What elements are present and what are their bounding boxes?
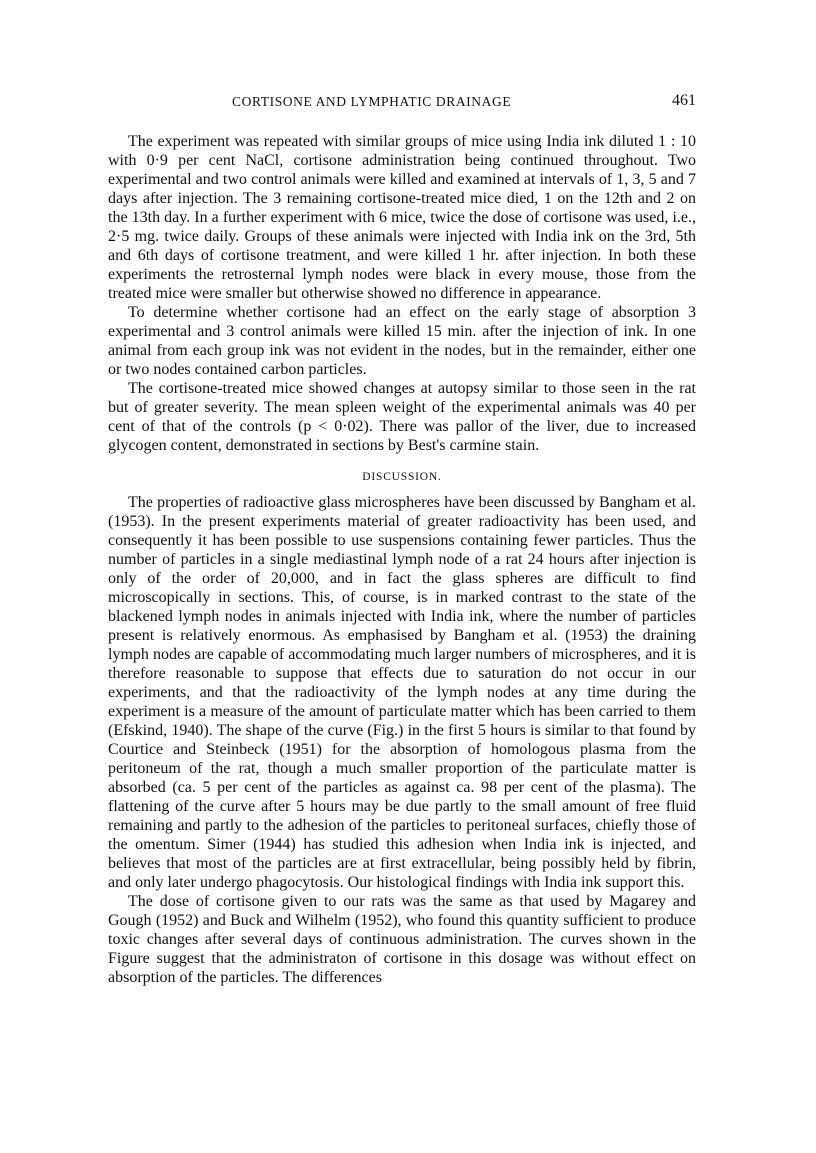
paragraph-india-ink-experiment: The experiment was repeated with similar groups of mice using India ink diluted 1 : 10 with 0·9 per cent NaCl, cortisone administration being continued throughout. Two experimental and two control animals were killed and examined at intervals of 1, 3, 5 and 7 days after injection. The 3 remaining cortisone-treated mice died, 1 on the 12th and 2 on the 13th day. In a further experiment with 6 mice, twice the dose of cortisone was used, i.e., 2·5 mg. twice daily. Groups of these animals were injected with India ink on the 3rd, 5th and 6th days of cortisone treatment, and were killed 1 hr. after injection. In both these experiments the retrosternal lymph nodes were black in every mouse, those from the treated mice were smaller but otherwise showed no difference in appearance. [108,133,696,302]
article-body [108,132,696,987]
paragraph-discussion-cortisone-dose: The dose of cortisone given to our rats was the same as that used by Magarey and Gough (1952) and Buck and Wilhelm (1952), who found this quantity sufficient to produce toxic changes after several days of continuous administration. The curves shown in the Figure suggest that the administraton of cortisone in this dosage was without effect on absorption of the particles. The differences [108,893,696,986]
section-heading-discussion: DISCUSSION. [362,471,442,483]
paragraph-autopsy-changes: The cortisone-treated mice showed changes at autopsy similar to those seen in the rat but of greater severity. The mean spleen weight of the experimental animals was 40 per cent of that of the controls (p < 0·02). There was pallor of the liver, due to increased glycogen content, demonstrated in sections by Best's carmine stain. [108,380,696,454]
page-number: 461 [672,92,696,109]
running-head [108,94,696,114]
paragraph-early-absorption: To determine whether cortisone had an effect on the early stage of absorption 3 experimental and 3 control animals were killed 15 min. after the injection of ink. In one animal from each group ink was not evident in the nodes, but in the remainder, either one or two nodes contained carbon particles. [108,304,696,378]
running-title: CORTISONE AND LYMPHATIC DRAINAGE [232,94,512,109]
paragraph-discussion-microspheres: The properties of radioactive glass microspheres have been discussed by Bangham et al. (1953). In the present experiments material of greater radioactivity has been used, and consequently it has been possible to use suspensions containing fewer particles. Thus the number of particles in a single mediastinal lymph node of a rat 24 hours after injection is only of the order of 20,000, and in fact the glass spheres are difficult to find microscopically in sections. This, of course, is in marked contrast to the state of the blackened lymph nodes in animals injected with India ink, where the number of particles present is relatively enormous. As emphasised by Bangham et al. (1953) the draining lymph nodes are capable of accommodating much larger numbers of microspheres, and it is therefore reasonable to suppose that effects due to saturation do not occur in our experiments, and that the radioactivity of the lymph nodes at any time during the experiment is a measure of the amount of particulate matter which has been carried to them (Efskind, 1940). The shape of the curve (Fig.) in the first 5 hours is similar to that found by Courtice and Steinbeck (1951) for the absorption of homologous plasma from the peritoneum of the rat, though a much smaller proportion of the particulate matter is absorbed (ca. 5 per cent of the particles as against ca. 98 per cent of the plasma). The flattening of the curve after 5 hours may be due partly to the small amount of free fluid remaining and partly to the adhesion of the particles to peritoneal surfaces, chiefly those of the omentum. Simer (1944) has studied this adhesion when India ink is injected, and believes that most of the particles are at first extracellular, being possibly held by fibrin, and only later undergo phagocytosis. Our histological findings with India ink support this. [108,494,696,891]
